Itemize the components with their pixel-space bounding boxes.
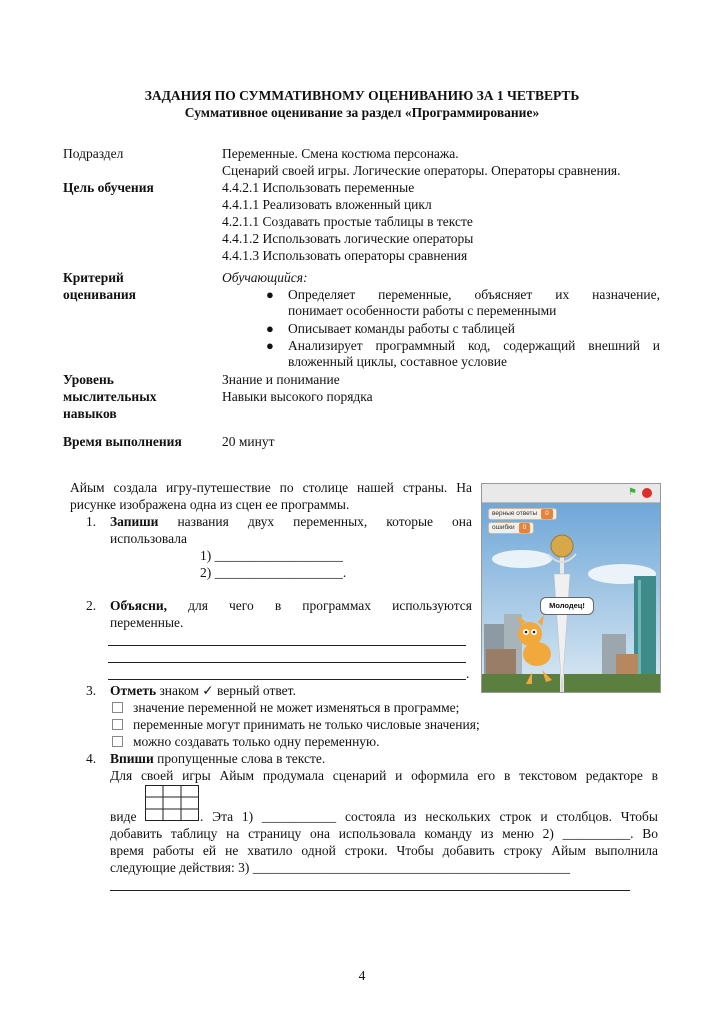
level-item: Навыки высокого порядка [222,389,373,404]
task1-line: Запиши названия двух переменных, которые она [110,514,472,529]
task4-line: Для своей игры Айым продумала сценарий и оформила его в текстовом редакторе в [110,768,658,783]
level-label: навыков [63,406,117,421]
answer-field-2[interactable]: 2) ___________________. [200,565,347,580]
subsection-line-2: Сценарий своей игры. Логические операторы. Операторы сравнения. [222,163,621,178]
checkbox[interactable] [112,719,123,730]
checkbox[interactable] [112,736,123,747]
variable-monitor: ошибки 0 [488,522,534,534]
time-value: 20 минут [222,434,275,449]
subsection-line-1: Переменные. Смена костюма персонажа. [222,146,459,161]
time-label: Время выполнения [63,434,182,449]
answer-field-1[interactable]: 1) ___________________ [200,548,343,563]
option-item[interactable]: переменные могут принимать не только числовые значения; [112,717,480,733]
level-item: Знание и понимание [222,372,340,387]
option-item[interactable]: значение переменной не может изменяться в программе; [112,700,459,716]
option-item[interactable]: можно создавать только одну переменную. [112,734,380,750]
goal-item: 4.2.1.1 Создавать простые таблицы в тексте [222,214,473,229]
task4-line: виде [110,809,137,824]
task4-line: добавить таблицу на страницу она использовала команду из меню 2) __________. Во [110,826,658,841]
answer-line[interactable] [108,645,466,646]
checkbox[interactable] [112,702,123,713]
intro-line: рисунке изображена одна из сцен ее программы. [70,497,350,512]
answer-line[interactable] [110,890,630,891]
task2-line: переменные. [110,615,184,630]
criteria-item: ● Определяет переменные, объясняет их назначение, понимает особенности работы с переменными [266,287,660,318]
task3-line: Отметь знаком ✓ верный ответ. [110,683,296,698]
speech-bubble: Молодец! [540,597,594,615]
task2-line: Объясни, для чего в программах используются [110,598,472,613]
answer-line[interactable] [108,679,466,680]
goal-item: 4.4.1.2 Использовать логические операторы [222,231,474,246]
task-number: 1. [86,514,97,529]
table-icon [145,785,199,825]
criteria-label: оценивания [63,287,136,302]
period: . [466,666,470,681]
subsection-label: Подраздел [63,146,124,161]
goal-item: 4.4.1.3 Использовать операторы сравнения [222,248,468,263]
level-label: Уровень [63,372,114,387]
task-number: 2. [86,598,97,613]
criteria-item: ● Описывает команды работы с таблицей [266,321,515,336]
page-subtitle: Суммативное оценивание за раздел «Программирование» [184,105,540,120]
task1-line: использовала [110,531,187,546]
bullet-icon: ● [266,338,274,353]
criteria-intro: Обучающийся: [222,270,308,285]
goal-item: 4.4.2.1 Использовать переменные [222,180,415,195]
goal-item: 4.4.1.1 Реализовать вложенный цикл [222,197,432,212]
criteria-label: Критерий [63,270,124,285]
page-title: ЗАДАНИЯ ПО СУММАТИВНОМУ ОЦЕНИВАНИЮ ЗА 1 ЧЕТВЕРТЬ [144,88,580,103]
bullet-icon: ● [266,321,274,336]
goal-label: Цель обучения [63,180,154,195]
task4-line: следующие действия: 3) _______________________________________________ [110,860,571,875]
answer-line[interactable] [108,662,466,663]
task-number: 4. [86,751,97,766]
task-number: 3. [86,683,97,698]
scratch-stage-image [481,483,661,693]
task4-line: . Эта 1) ___________ состояла из нескольких строк и столбцов. Чтобы [200,809,658,824]
level-label: мыслительных [63,389,157,404]
page-number: 4 [358,968,366,983]
criteria-item: ● Анализирует программный код, содержащий внешний и вложенный циклы, составное условие [266,338,660,369]
variable-monitor: верные ответы 0 [488,508,557,520]
task4-line: Впиши пропущенные слова в тексте. [110,751,326,766]
green-flag-icon[interactable]: ⚑ [628,487,637,498]
stop-icon[interactable] [642,488,652,498]
intro-line: Айым создала игру-путешествие по столице нашей страны. На [70,480,472,495]
bullet-icon: ● [266,287,274,302]
task4-line: время работы ей не хватило одной строки. Чтобы добавить строку Айым выполнила [110,843,658,858]
